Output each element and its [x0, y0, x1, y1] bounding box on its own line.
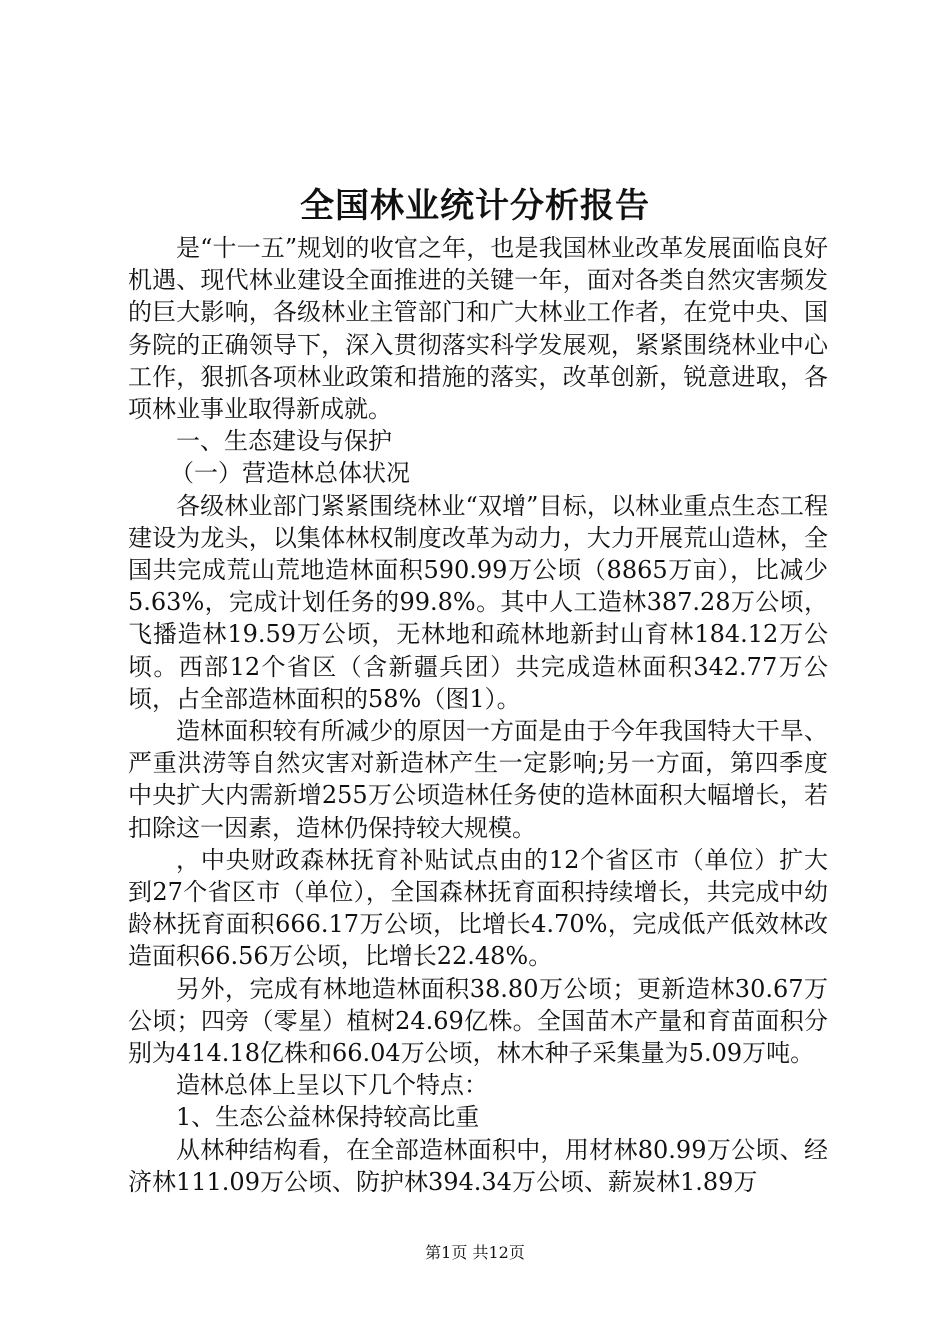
- page-number: 第1页: [425, 1243, 468, 1262]
- feature-heading-1: 1、生态公益林保持较高比重: [176, 1103, 480, 1132]
- forest-structure-paragraph: 从林种结构看，在全部造林面积中，用材林80.99万公顷、经济林111.09万公顷、防护林394.34万公顷、薪炭林1.89万: [128, 1135, 828, 1196]
- page-footer: [0, 1242, 950, 1264]
- features-intro: 造林总体上呈以下几个特点：: [176, 1071, 488, 1100]
- section-heading: 一、生态建设与保护: [176, 427, 392, 456]
- document-body: [128, 232, 828, 1198]
- decrease-reason-paragraph: 造林面积较有所减少的原因一方面是由于今年我国特大干旱、严重洪涝等自然灾害对新造林产生一定影响;另一方面，第四季度中央扩大内需新增255万公顷造林任务使的造林面积大幅增长，若扣除这一因素，造林仍保持较大规模。: [128, 717, 828, 842]
- total-pages: 共12页: [472, 1243, 525, 1262]
- document-title: 全国林业统计分析报告: [300, 186, 650, 226]
- subsection-heading: （一）营造林总体状况: [170, 459, 410, 488]
- nursery-paragraph: 另外，完成有林地造林面积38.80万公顷；更新造林30.67万公顷；四旁（零星）植树24.69亿株。全国苗木产量和育苗面积分别为414.18亿株和66.04万公顷，林木种子采集量为5.09万吨。: [128, 974, 828, 1068]
- intro-paragraph: 是“十一五”规划的收官之年，也是我国林业改革发展面临良好机遇、现代林业建设全面推进的关键一年，面对各类自然灾害频发的巨大影响，各级林业主管部门和广大林业工作者，在党中央、国务院的正确领导下，深入贯彻落实科学发展观，紧紧围绕林业中心工作，狠抓各项林业政策和措施的落实，改革创新，锐意进取，各项林业事业取得新成就。: [128, 234, 828, 424]
- tending-paragraph: ，中央财政森林抚育补贴试点由的12个省区市（单位）扩大到27个省区市（单位），全国森林抚育面积持续增长，共完成中幼龄林抚育面积666.17万公顷，比增长4.70%，完成低产低效林改造面积66.56万公顷，比增长22.48%。: [128, 845, 828, 971]
- afforestation-paragraph: 各级林业部门紧紧围绕林业“双增”目标，以林业重点生态工程建设为龙头，以集体林权制度改革为动力，大力开展荒山造林，全国共完成荒山荒地造林面积590.99万公顷（8865万亩），比减少5.63%，完成计划任务的99.8%。其中人工造林387.28万公顷，飞播造林19.59万公顷，无林地和疏林地新封山育林184.12万公顷。西部12个省区（含新疆兵团）共完成造林面积342.77万公顷，占全部造林面积的58%（图1）。: [128, 491, 828, 713]
